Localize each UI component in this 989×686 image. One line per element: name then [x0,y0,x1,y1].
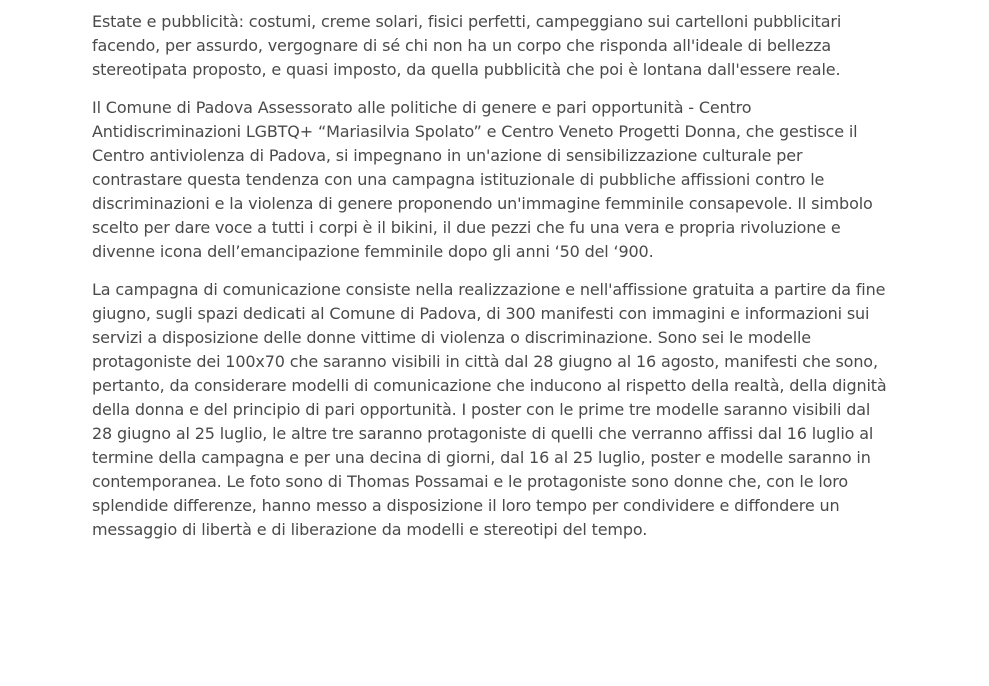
paragraph-campaign-details: La campagna di comunicazione consiste nella realizzazione e nell'affissione gratuita a partire da fine giugno, sugli spazi dedicati al Comune di Padova, di 300 manifesti con immagini e informazioni sui servizi a disposizione delle donne vittime di violenza o discriminazione. Sono sei le modelle protagoniste dei 100x70 che saranno visibili in città dal 28 giugno al 16 agosto, manifesti che sono, pertanto, da considerare modelli di comunicazione che inducono al rispetto della realtà, della dignità della donna e del principio di pari opportunità. I poster con le prime tre modelle saranno visibili dal 28 giugno al 25 luglio, le altre tre saranno protagoniste di quelli che verranno affissi dal 16 luglio al termine della campagna e per una decina di giorni, dal 16 al 25 luglio, poster e modelle saranno in contemporanea. Le foto sono di Thomas Possamai e le protagoniste sono donne che, con le loro splendide differenze, hanno messo a disposizione il loro tempo per condividere e diffondere un messaggio di libertà e di liberazione da modelli e stereotipi del tempo. [92,280,887,539]
paragraph-campaign-partners: Il Comune di Padova Assessorato alle politiche di genere e pari opportunità - Centro Antidiscriminazioni LGBTQ+ “Mariasilvia Spolato” e Centro Veneto Progetti Donna, che gestisce il Centro antiviolenza di Padova, si impegnano in un'azione di sensibilizzazione culturale per contrastare questa tendenza con una campagna istituzionale di pubbliche affissioni contro le discriminazioni e la violenza di genere proponendo un'immagine femminile consapevole. Il simbolo scelto per dare voce a tutti i corpi è il bikini, il due pezzi che fu una vera e propria rivoluzione e divenne icona dell’emancipazione femminile dopo gli anni ‘50 del ‘900. [92,98,873,261]
article-body [92,10,892,556]
paragraph-intro: Estate e pubblicità: costumi, creme solari, fisici perfetti, campeggiano sui cartelloni pubblicitari facendo, per assurdo, vergognare di sé chi non ha un corpo che risponda all'ideale di bellezza stereotipata proposto, e quasi imposto, da quella pubblicità che poi è lontana dall'essere reale. [92,12,842,79]
